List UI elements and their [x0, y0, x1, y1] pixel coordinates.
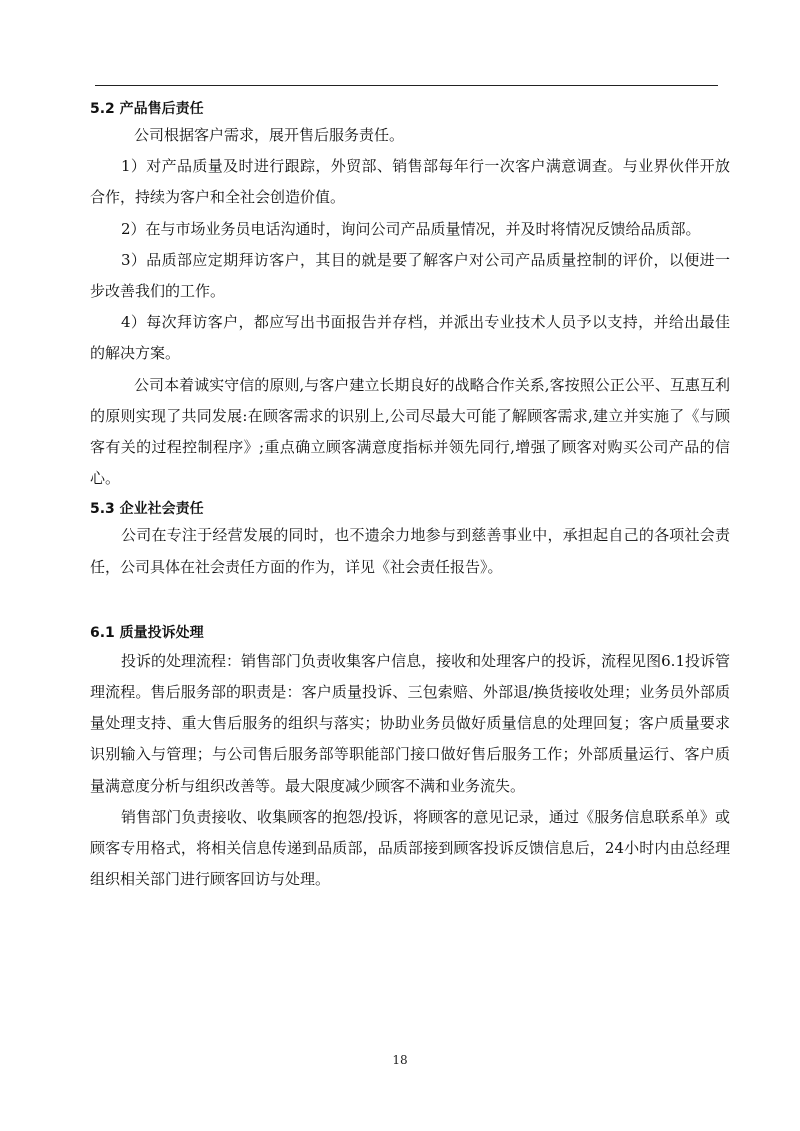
section-5-2-intro: 公司根据客户需求，展开售后服务责任。 [134, 126, 405, 144]
section-heading-6-1: 6.1 质量投诉处理 [90, 624, 204, 641]
section-6-1-paragraph-2: 销售部门负责接收、收集顾客的抱怨/投诉，将顾客的意见记录，通过《服务信息联系单》或顾客专用格式，将相关信息传递到品质部，品质部接到顾客投诉反馈信息后，24小时内由总经理组织相关部门进行顾客回访与处理。 [90, 807, 730, 889]
section-heading-5-3: 5.3 企业社会责任 [90, 501, 204, 518]
section-5-2-item-4: 4）每次拜访客户，都应写出书面报告并存档，并派出专业技术人员予以支持，并给出最佳的解决方案。 [90, 313, 730, 363]
section-5-3-text: 公司在专注于经营发展的同时，也不遗余力地参与到慈善事业中，承担起自己的各项社会责任，公司具体在社会责任方面的作为，详见《社会责任报告》。 [90, 526, 730, 576]
section-5-2-summary: 公司本着诚实守信的原则,与客户建立长期良好的战略合作关系,客按照公正公平、互惠互利的原则实现了共同发展:在顾客需求的识别上,公司尽最大可能了解顾客需求,建立并实施了《与顾客有关的过程控制程序》;重点确立顾客满意度指标并领先同行,增强了顾客对购买公司产品的信心。 [90, 375, 730, 488]
header-rule [95, 85, 718, 86]
page-number: 18 [392, 1053, 408, 1067]
section-5-2-item-3: 3）品质部应定期拜访客户，其目的就是要了解客户对公司产品质量控制的评价，以便进一步改善我们的工作。 [90, 250, 730, 301]
section-heading-5-2: 5.2 产品售后责任 [90, 101, 204, 117]
section-6-1-paragraph-1: 投诉的处理流程：销售部门负责收集客户信息，接收和处理客户的投诉，流程见图6.1投诉管理流程。售后服务部的职责是：客户质量投诉、三包索赔、外部退/换货接收处理；业务员外部质量处理支持、重大售后服务的组织与落实；协助业务员做好质量信息的处理回复；客户质量要求识别输入与管理；与公司售后服务部等职能部门接口做好售后服务工作；外部质量运行、客户质量满意度分析与组织改善等。最大限度减少顾客不满和业务流失。 [90, 651, 730, 795]
document-body [90, 98, 730, 895]
section-5-2-item-1: 1）对产品质量及时进行跟踪，外贸部、销售部每年行一次客户满意调查。与业界伙伴开放合作，持续为客户和全社会创造价值。 [90, 157, 730, 207]
section-5-2-item-2: 2）在与市场业务员电话沟通时，询问公司产品质量情况，并及时将情况反馈给品质部。 [121, 219, 701, 238]
